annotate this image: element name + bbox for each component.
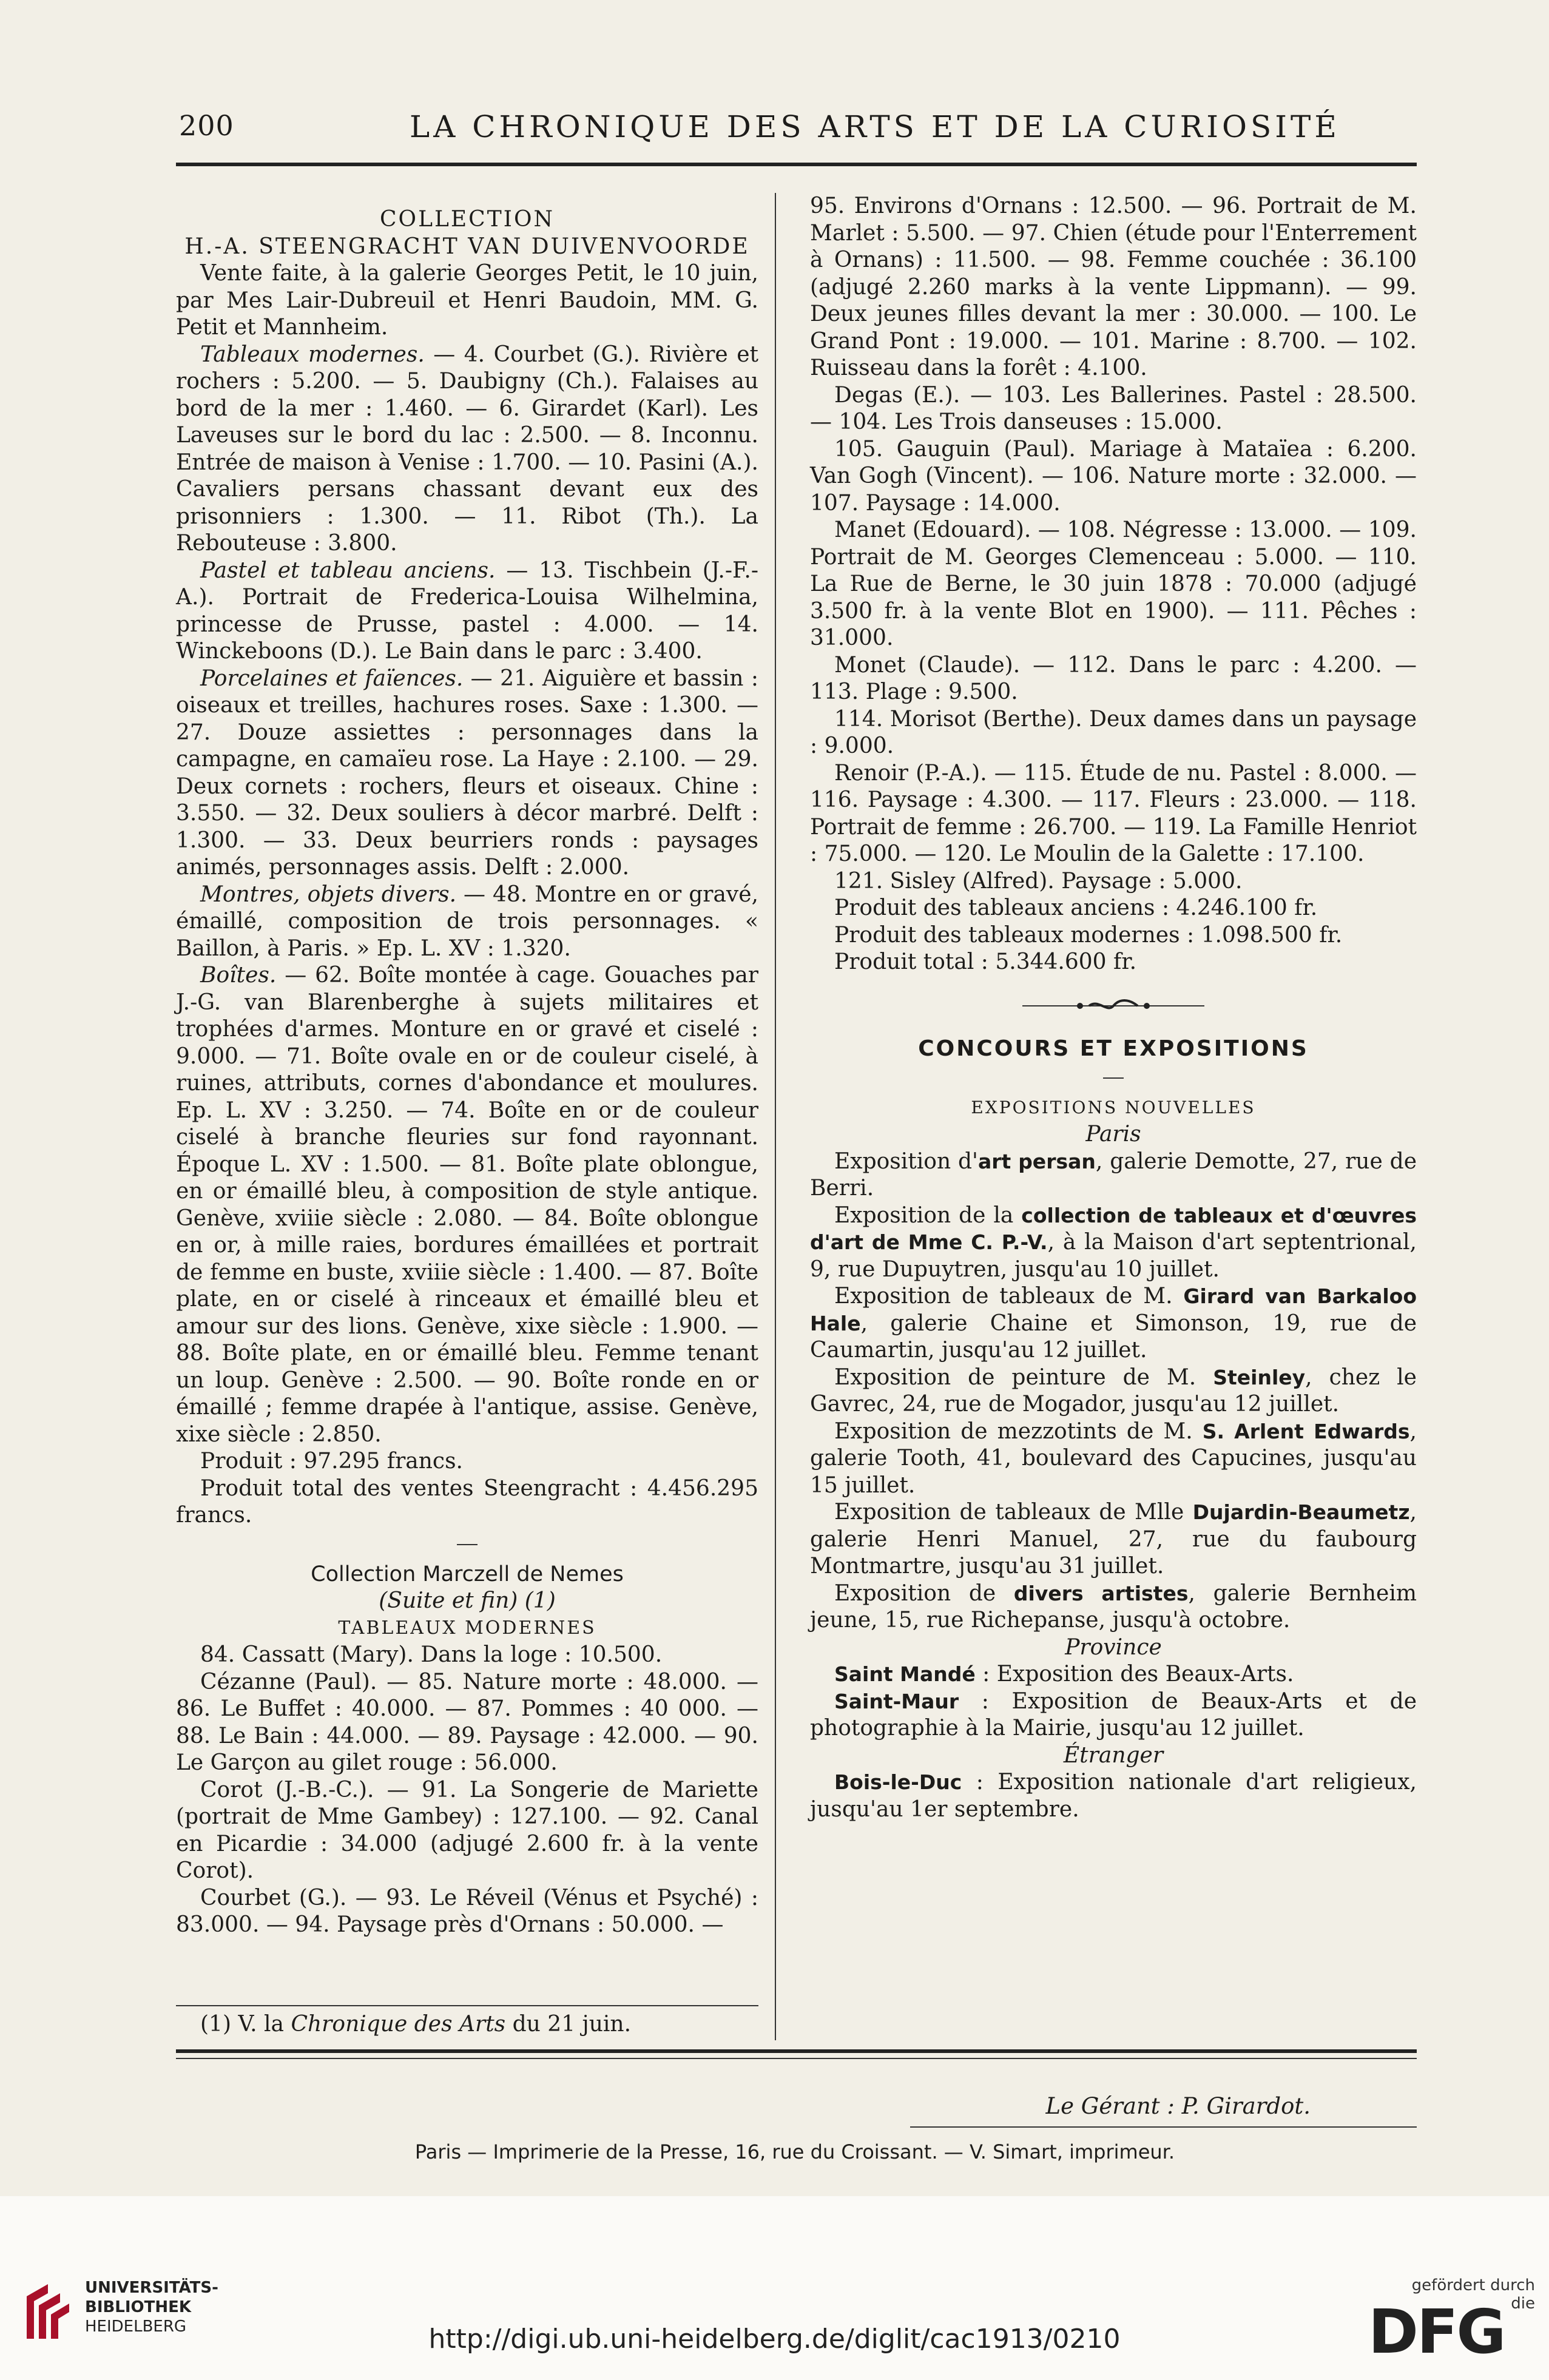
exhibition-item: Exposition de divers artistes, galerie Bernheim jeune, 15, rue Richepanse, jusqu'à octobre. (810, 1580, 1417, 1633)
pastels-paragraph: Pastel et tableau anciens. — 13. Tischbein (J.-F.-A.). Portrait de Frederica-Louisa Wilhelmina, princesse de Prusse, pastel : 4.000. — 14. Winckeboons (D.). Le Bain dans le parc : 3.400. (176, 558, 758, 664)
heading-divider (1103, 1077, 1124, 1079)
page-title: LA CHRONIQUE DES ARTS ET DE LA CURIOSITÉ (410, 109, 1340, 144)
province-heading: Province (1065, 1634, 1162, 1660)
watches-paragraph: Montres, objets divers. — 48. Montre en or gravé, émaillé, composition de trois personnages. « Baillon, à Paris. » Ep. L. XV : 1.320. (176, 882, 758, 961)
gauguin-paragraph: 105. Gauguin (Paul). Mariage à Mataïea : 6.200. Van Gogh (Vincent). — 106. Nature morte : 32.000. — 107. Paysage : 14.000. (810, 436, 1417, 516)
product-old: Produit des tableaux anciens : 4.246.100 fr. (834, 895, 1318, 920)
page-header (179, 103, 1414, 170)
signature-rule (910, 2126, 1417, 2128)
exhibition-item: Exposition de mezzotints de M. S. Arlent Edwards, galerie Tooth, 41, boulevard des Capucines, jusqu'au 15 juillet. (810, 1418, 1417, 1498)
exhibition-item: Exposition de peinture de M. Steinley, chez le Gavrec, 24, rue de Mogador, jusqu'au 12 juillet. (810, 1364, 1417, 1417)
ornament-flourish (810, 993, 1417, 1020)
section-label: Porcelaines et faïences. (200, 666, 464, 691)
product-line: Produit : 97.295 francs. (200, 1449, 464, 1474)
new-exhibitions-heading: EXPOSITIONS NOUVELLES (971, 1097, 1256, 1118)
library-name: UNIVERSITÄTS- BIBLIOTHEK HEIDELBERG (85, 2279, 218, 2336)
left-column (176, 206, 758, 1939)
cassatt-line: 84. Cassatt (Mary). Dans la loge : 10.500. (200, 1642, 663, 1667)
section-label: Tableaux modernes. (200, 342, 425, 367)
imprint-line: Paris — Imprimerie de la Presse, 16, rue du Croissant. — V. Simart, imprimeur. (414, 2140, 1175, 2163)
footnote-rule (176, 2005, 758, 2006)
right-column (810, 193, 1417, 1823)
product-total: Produit total : 5.344.600 fr. (834, 949, 1137, 974)
exhibition-item: Saint Mandé : Exposition des Beaux-Arts. (834, 1662, 1294, 1687)
permalink-url[interactable]: http://digi.ub.uni-heidelberg.de/diglit/cac1913/0210 (428, 2324, 1121, 2355)
monet-paragraph: Monet (Claude). — 112. Dans le parc : 4.200. — 113. Plage : 9.500. (810, 652, 1417, 704)
renoir-paragraph: Renoir (P.-A.). — 115. Étude de nu. Pastel : 8.000. — 116. Paysage : 4.300. — 117. Fleurs : 23.000. — 118. Portrait de femme : 26.700. — 119. La Famille Henriot : 75.000. — 120. Le Moulin de la Galette : 17.100. (810, 760, 1417, 866)
cezanne-paragraph: Cézanne (Paul). — 85. Nature morte : 48.000. — 86. Le Buffet : 40.000. — 87. Pommes : 40 000. — 88. Le Bain : 44.000. — 89. Paysage : 42.000. — 90. Le Garçon au gilet rouge : 56.000. (176, 1669, 758, 1775)
paris-heading: Paris (1085, 1122, 1141, 1147)
modern-paintings-heading: TABLEAUX MODERNES (338, 1617, 596, 1639)
product-modern: Produit des tableaux modernes : 1.098.500 fr. (834, 922, 1343, 948)
exhibition-item: Exposition de tableaux de M. Girard van Barkaloo Hale, galerie Chaine et Simonson, 19, rue de Caumartin, jusqu'au 12 juillet. (810, 1284, 1417, 1363)
dfg-logo-icon (1368, 2299, 1535, 2360)
section-label: Pastel et tableau anciens. (200, 558, 496, 583)
collection-heading: COLLECTION (380, 207, 555, 232)
abroad-heading: Étranger (1063, 1742, 1164, 1768)
nemes-subheading: (Suite et fin) (1) (379, 1588, 556, 1613)
corot-paragraph: Corot (J.-B.-C.). — 91. La Songerie de Mariette (portrait de Mme Gambey) : 127.100. — 92. Canal en Picardie : 34.000 (adjugé 2.600 fr. à la vente Corot). (176, 1777, 758, 1883)
sale-intro: Vente faite, à la galerie Georges Petit, le 10 juin, par Mes Lair-Dubreuil et Henri Baudoin, MM. G. Petit et Mannheim. (176, 261, 758, 340)
section-divider (457, 1544, 478, 1545)
exhibition-item: Exposition d'art persan, galerie Demotte, 27, rue de Berri. (810, 1148, 1417, 1201)
concours-heading: CONCOURS ET EXPOSITIONS (918, 1036, 1309, 1061)
nemes-heading: Collection Marczell de Nemes (311, 1562, 624, 1586)
porcelains-paragraph: Porcelaines et faïences. — 21. Aiguière et bassin : oiseaux et treilles, hachures roses. Saxe : 1.300. — 27. Douze assiettes : personnages dans la campagne, en camaïeu rose. La Haye : 2.100. — 29. Deux cornets : rochers, fleurs et oiseaux. Chine : 3.550. — 32. Deux souliers à décor marbré. Delft : 1.300. — 33. Deux beurriers ronds : paysages animés, personnages assis. Delft : 2.000. (176, 666, 758, 880)
section-label: Boîtes. (200, 963, 277, 988)
degas-paragraph: Degas (E.). — 103. Les Ballerines. Pastel : 28.500. — 104. Les Trois danseuses : 15.000. (810, 382, 1417, 434)
exhibition-item: Exposition de tableaux de Mlle Dujardin-Beaumetz, galerie Henri Manuel, 27, rue du faubourg Montmartre, jusqu'au 31 juillet. (810, 1500, 1417, 1579)
signature-line: Le Gérant : P. Girardot. (1045, 2093, 1311, 2119)
header-rule (176, 163, 1417, 166)
courbet-paragraph: Courbet (G.). — 93. Le Réveil (Vénus et Psyché) : 83.000. — 94. Paysage près d'Ornans : 50.000. — (176, 1885, 758, 1937)
manet-paragraph: Manet (Edouard). — 108. Négresse : 13.000. — 109. Portrait de M. Georges Clemenceau : 5.000. — 110. La Rue de Berne, le 30 juin 1878 : 70.000 (adjugé 3.500 fr. à la vente Blot en 1900). — 111. Pêches : 31.000. (810, 517, 1417, 650)
section-label: Montres, objets divers. (200, 882, 457, 907)
footnote: (1) V. la Chronique des Arts du 21 juin. (200, 2012, 632, 2037)
sisley-paragraph: 121. Sisley (Alfred). Paysage : 5.000. (834, 868, 1243, 894)
exhibition-item: Bois-le-Duc : Exposition nationale d'art religieux, jusqu'au 1er septembre. (810, 1770, 1417, 1822)
column-divider (775, 193, 776, 2040)
boxes-paragraph: Boîtes. — 62. Boîte montée à cage. Gouaches par J.-G. van Blarenberghe à sujets militaires et trophées d'armes. Monture en or gravé et ciselé : 9.000. — 71. Boîte ovale en or de couleur ciselé, à ruines, attributs, cornes d'abondance et moulures. Ep. L. XV : 3.250. — 74. Boîte en or de couleur ciselé à branche fleuries sur fond rayonnant. Époque L. XV : 1.500. — 81. Boîte plate oblongue, en or émaillé bleu, à composition de style antique. Genève, xviiie siècle : 2.080. — 84. Boîte oblongue en or, à mille raies, bordures émaillées et portrait de femme en buste, xviiie siècle : 1.400. — 87. Boîte plate, en or ciselé à rinceaux et émaillé bleu et amour sur des lions. Genève, xixe siècle : 1.900. — 88. Boîte plate, en or émaillé bleu. Femme tenant un loup. Genève : 2.500. — 90. Boîte ronde en or émaillé ; femme drapée à l'antique, assise. Genève, xixe siècle : 2.850. (176, 963, 758, 1447)
courbet-continued: 95. Environs d'Ornans : 12.500. — 96. Portrait de M. Marlet : 5.500. — 97. Chien (étude pour l'Enterrement à Ornans) : 11.500. — 98. Femme couchée : 36.100 (adjugé 2.260 marks à la vente Lippmann). — 99. Deux jeunes filles devant la mer : 30.000. — 100. Le Grand Pont : 19.000. — 101. Marine : 8.700. — 102. Ruisseau dans la forêt : 4.100. (810, 194, 1417, 380)
bottom-rule-lower (176, 2058, 1417, 2059)
flourish-icon (1022, 999, 1204, 1013)
bottom-rule-upper (176, 2049, 1417, 2053)
exhibition-item: Exposition de la collection de tableaux et d'œuvres d'art de Mme C. P.-V., à la Maison d'art septentrional, 9, rue Dupuytren, jusqu'au 10 juillet. (810, 1202, 1417, 1282)
funded-by-text: gefördert durch die (1411, 2276, 1535, 2313)
page-number: 200 (179, 109, 234, 142)
exhibition-item: Saint-Maur : Exposition de Beaux-Arts et de photographie à la Mairie, jusqu'au 12 juillet. (810, 1688, 1417, 1741)
product-total-line: Produit total des ventes Steengracht : 4.456.295 francs. (176, 1475, 758, 1528)
modern-paintings-paragraph: Tableaux modernes. — 4. Courbet (G.). Rivière et rochers : 5.200. — 5. Daubigny (Ch.). Falaises au bord de la mer : 1.460. — 6. Girardet (Karl). Les Laveuses sur le bord du lac : 2.500. — 8. Inconnu. Entrée de maison à Venise : 1.700. — 10. Pasini (A.). Cavaliers persans chassant devant eux des prisonniers : 1.300. — 11. Ribot (Th.). La Rebouteuse : 3.800. (176, 342, 758, 556)
morisot-paragraph: 114. Morisot (Berthe). Deux dames dans un paysage : 9.000. (810, 706, 1417, 758)
collection-name: H.-A. STEENGRACHT VAN DUIVENVOORDE (184, 234, 750, 259)
dfg-logo-text: DFG (1368, 2299, 1505, 2360)
